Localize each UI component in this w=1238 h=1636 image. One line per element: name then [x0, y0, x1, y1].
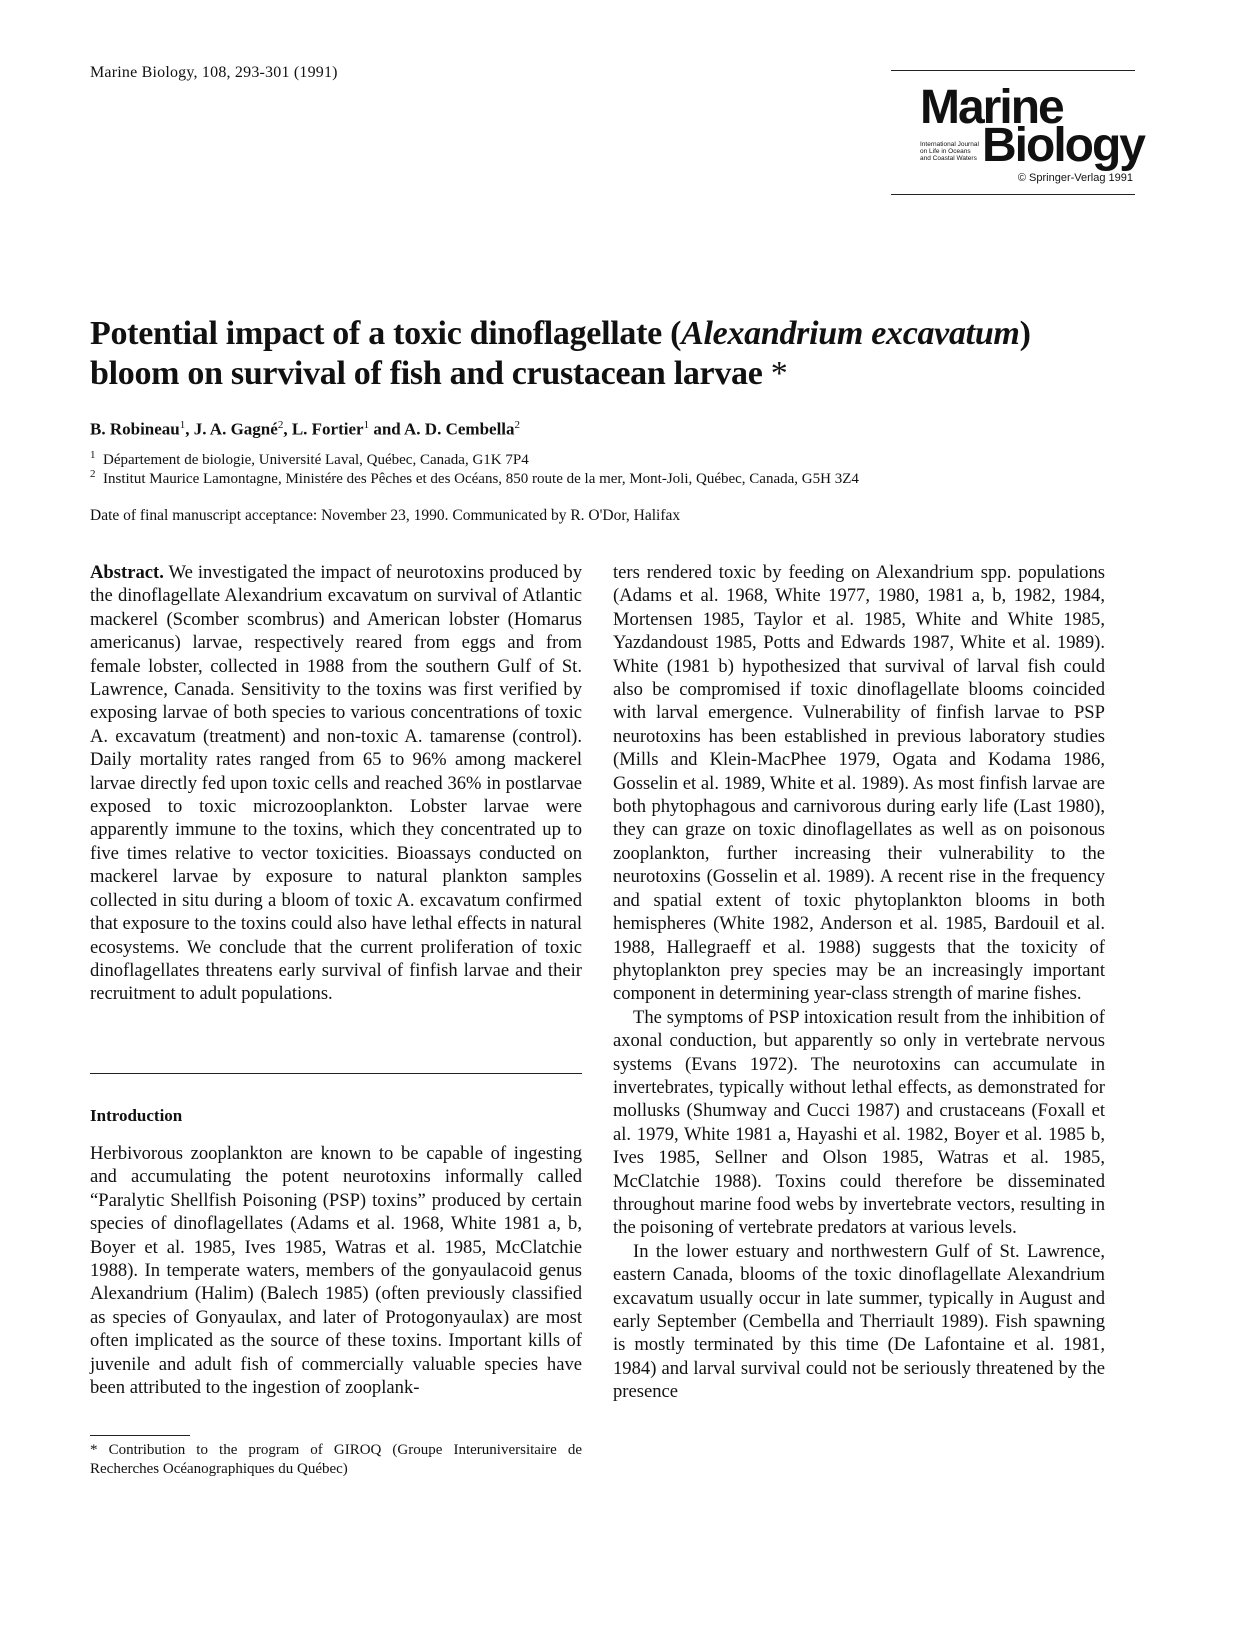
journal-logo-biology: Biology [982, 119, 1144, 172]
author-3-aff: 1 [363, 419, 370, 431]
section-divider [90, 1073, 582, 1074]
author-3: , L. Fortier [283, 419, 364, 439]
author-list [90, 419, 520, 440]
affiliation-2 [90, 468, 859, 488]
affiliation-1 [90, 449, 529, 469]
author-2: , J. A. Gagné [185, 419, 278, 439]
affiliation-1-num: 1 [90, 449, 96, 461]
introduction-paragraph-1: Herbivorous zooplankton are known to be capable of ingesting and accumulating the potent neurotoxins informally called “Paralytic Shellfish Poisoning (PSP) toxins” produced by certain species of dinoflagellates (Adams et al. 1968, White 1981 a, b, Boyer et al. 1985, Ives 1985, Watras et al. 1985, McClatchie 1988). In temperate waters, members of the gonyaulacoid genus Alexandrium (Halim) (Balech 1985) (often previously classified as species of Gonyaulax, and later of Protogonyaulax) are most often implicated as the source of these toxins. Important kills of juvenile and adult fish of commercially valuable species have been attributed to the ingestion of zooplank- [90, 1143, 582, 1399]
affiliation-1-text: Département de biologie, Université Laval, Québec, Canada, G1K 7P4 [103, 452, 529, 468]
title-species: Alexandrium excavatum [681, 315, 1020, 352]
journal-logo-marine: Marine [920, 81, 1063, 134]
journal-copyright: © Springer-Verlag 1991 [1017, 172, 1133, 184]
footnote: * Contribution to the program of GIROQ (Groupe Interuniversitaire de Recherches Océanographiques du Québec) [90, 1442, 582, 1477]
title-footnote-mark: * [762, 355, 788, 392]
affiliation-2-num: 2 [90, 468, 96, 480]
introduction-paragraph-1-cont: ters rendered toxic by feeding on Alexandrium spp. populations (Adams et al. 1968, White 1977, 1980, 1981 a, b, 1982, 1984, Mortensen 1985, Taylor et al. 1985, White and White 1985, Yazdandoust 1985, Potts and Edwards 1987, White et al. 1989). White (1981 b) hypothesized that survival of larval fish could also be compromised if toxic dinoflagellate blooms coincided with larval emergence. Vulnerability of finfish larvae to PSP neurotoxins has been established in previous laboratory studies (Mills and Klein-MacPhee 1979, Ogata and Kodama 1986, Gosselin et al. 1989, White et al. 1989). As most finfish larvae are both phytophagous and carnivorous during early life (Last 1980), they can graze on toxic dinoflagellates as well as on poisonous zooplankton, further increasing their vulnerability to the neurotoxins (Gosselin et al. 1989). A recent rise in the frequency and spatial extent of toxic phytoplankton blooms in both hemispheres (White 1982, Anderson et al. 1985, Bardouil et al. 1988, Hallegraeff et al. 1988) suggests that the toxicity of phytoplankton prey species may be an increasingly important component in determining year-class strength of marine fishes. [613, 562, 1105, 1005]
abstract-label: Abstract. [90, 562, 164, 583]
logo-bottom-rule [891, 194, 1135, 195]
title-line2: bloom on survival of fish and crustacean larvae [90, 355, 763, 392]
title-part2: ) [1019, 315, 1031, 352]
journal-logo-tagline: International Journal on Life in Oceans and Coastal Waters [920, 141, 979, 162]
abstract [90, 561, 582, 1006]
footnote-rule [90, 1435, 190, 1436]
manuscript-dates: Date of final manuscript acceptance: November 23, 1990. Communicated by R. O'Dor, Halifax [90, 507, 681, 524]
title-part1: Potential impact of a toxic dinoflagellate ( [90, 315, 682, 352]
author-2-aff: 2 [277, 419, 284, 431]
introduction-paragraph-2: The symptoms of PSP intoxication result from the inhibition of axonal conduction, but apparently so only in vertebrate nervous systems (Evans 1972). The neurotoxins can accumulate in invertebrates, typically without lethal effects, as demonstrated for mollusks (Shumway and Cucci 1987) and crustaceans (Foxall et al. 1979, White 1981 a, Hayashi et al. 1982, Boyer et al. 1985 b, Ives 1985, Sellner and Olson 1985, Watras et al. 1985, McClatchie 1988). Toxins could therefore be disseminated throughout marine food webs by invertebrate vectors, resulting in the poisoning of vertebrate predators at various levels. [613, 1006, 1105, 1239]
right-column [613, 561, 1105, 1404]
article-title [90, 314, 1150, 394]
author-1-aff: 1 [179, 419, 186, 431]
author-4: and A. D. Cembella [369, 419, 515, 439]
author-1: B. Robineau [90, 419, 180, 439]
affiliation-2-text: Institut Maurice Lamontagne, Ministére des Pêches et des Océans, 850 route de la mer, Mont-Joli, Québec, Canada, G5H 3Z4 [103, 471, 859, 487]
introduction-heading: Introduction [90, 1106, 183, 1125]
journal-citation: Marine Biology, 108, 293-301 (1991) [90, 64, 338, 81]
author-4-aff: 2 [514, 419, 521, 431]
logo-top-rule [891, 70, 1135, 71]
abstract-text: We investigated the impact of neurotoxins produced by the dinoflagellate Alexandrium excavatum on survival of Atlantic mackerel (Scomber scombrus) and American lobster (Homarus americanus) larvae, respectively reared from eggs and from female lobster, collected in 1988 from the southern Gulf of St. Lawrence, Canada. Sensitivity to the toxins was first verified by exposing larvae of both species to various concentrations of toxic A. excavatum (treatment) and non-toxic A. tamarense (control). Daily mortality rates ranged from 65 to 96% among mackerel larvae directly fed upon toxic cells and reached 36% in postlarvae exposed to toxic microzooplankton. Lobster larvae were apparently immune to the toxins, which they concentrated up to five times relative to vector toxicities. Bioassays conducted on mackerel larvae by exposure to natural plankton samples collected in situ during a bloom of toxic A. excavatum confirmed that exposure to the toxins could also have lethal effects in natural ecosystems. We conclude that the current proliferation of toxic dinoflagellates threatens early survival of finfish larvae and their recruitment to adult populations. [90, 562, 583, 1005]
introduction-paragraph-3: In the lower estuary and northwestern Gulf of St. Lawrence, eastern Canada, blooms of the toxic dinoflagellate Alexandrium excavatum usually occur in late summer, typically in August and early September (Cembella and Therriault 1989). Fish spawning is mostly terminated by this time (De Lafontaine et al. 1981, 1984) and larval survival could not be seriously threatened by the presence [613, 1240, 1105, 1403]
